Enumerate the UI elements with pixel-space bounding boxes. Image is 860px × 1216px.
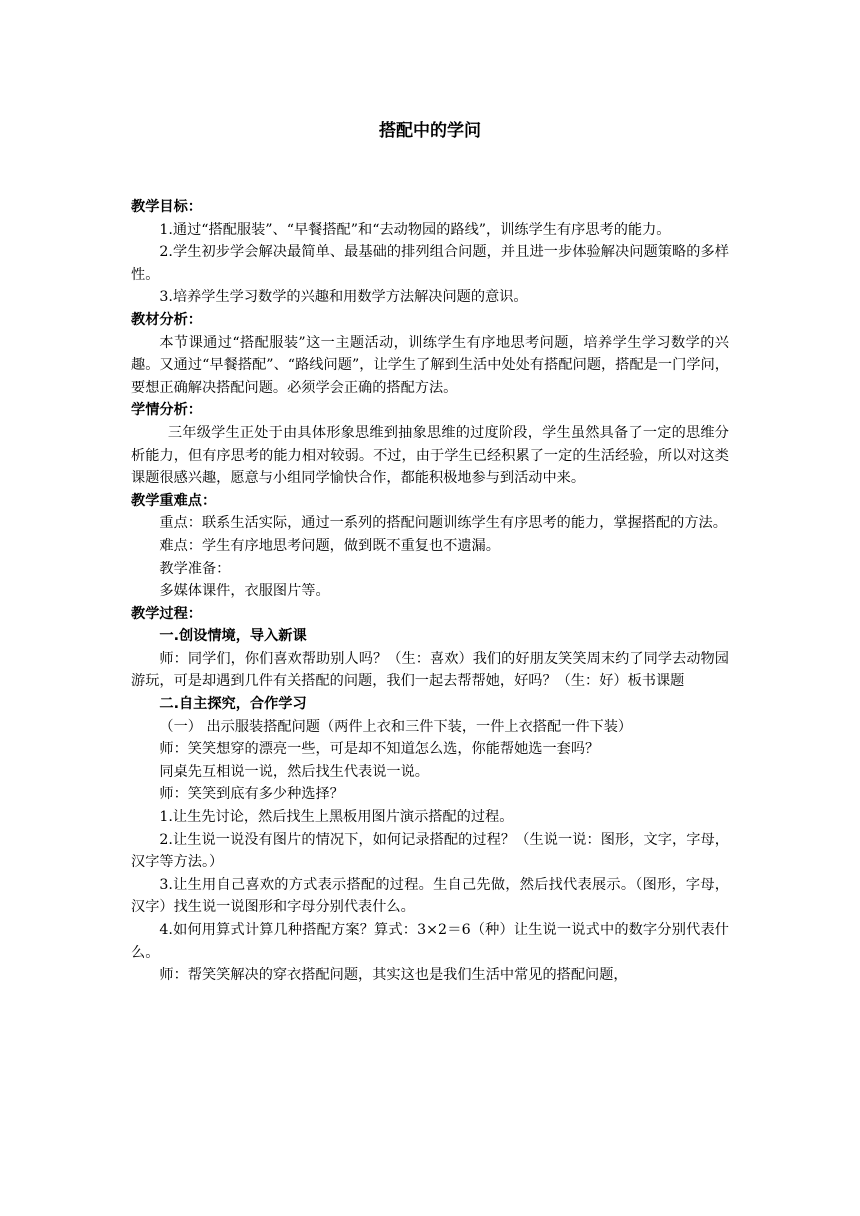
objective-item: 1.通过“搭配服装”、“早餐搭配”和“去动物园的路线”，训练学生有序思考的能力。 bbox=[159, 221, 671, 238]
section2-line: 师：帮笑笑解决的穿衣搭配问题，其实这也是我们生活中常见的搭配问题， bbox=[159, 967, 628, 984]
objectives-heading: 教学目标： bbox=[131, 199, 202, 215]
material-paragraph: 本节课通过“搭配服装”这一主题活动，训练学生有序地思考问题，培养学生学习数学的兴趣。又通过“早餐搭配”、“路线问题”，让学生了解到生活中处处有搭配问题，搭配是一门学问，要想正确解决搭配问题。必须学会正确的搭配方法。 bbox=[131, 334, 729, 396]
difficult-point: 难点：学生有序地思考问题，做到既不重复也不遗漏。 bbox=[159, 537, 500, 554]
section2-line: 3.让生用自己喜欢的方式表示搭配的过程。生自己先做，然后找代表展示。（图形，字母，汉字）找生说一说图形和字母分别代表什么。 bbox=[131, 876, 729, 916]
document-title: 搭配中的学问 bbox=[379, 121, 481, 141]
student-heading: 学情分析： bbox=[131, 402, 202, 419]
document-body bbox=[131, 196, 729, 987]
prep-label: 教学准备： bbox=[159, 560, 231, 577]
section1-heading: 一.创设情境，导入新课 bbox=[159, 628, 307, 645]
process-heading: 教学过程： bbox=[131, 605, 202, 622]
key-point: 重点：联系生活实际，通过一系列的搭配问题训练学生有序思考的能力，掌握搭配的方法。 bbox=[159, 515, 727, 532]
key-heading: 教学重难点： bbox=[131, 492, 217, 509]
material-heading: 教材分析： bbox=[131, 311, 202, 328]
section2-heading: 二.自主探究，合作学习 bbox=[159, 696, 307, 713]
student-paragraph: 三年级学生正处于由具体形象思维到抽象思维的过度阶段，学生虽然具备了一定的思维分析能力，但有序思考的能力相对较弱。不过，由于学生已经积累了一定的生活经验，所以对这类课题很感兴趣，愿意与小组同学愉快合作，都能积极地参与到活动中来。 bbox=[131, 424, 729, 487]
section2-line: 师：笑笑到底有多少种选择？ bbox=[159, 786, 344, 803]
section2-line: （一） 出示服装搭配问题（两件上衣和三件下装，一件上衣搭配一件下装） bbox=[159, 718, 633, 735]
section1-paragraph: 师：同学们，你们喜欢帮助别人吗？（生：喜欢）我们的好朋友笑笑周末约了同学去动物园游玩，可是却遇到几件有关搭配的问题，我们一起去帮帮她，好吗？（生：好）板书课题 bbox=[131, 650, 729, 690]
section2-line: 同桌先互相说一说，然后找生代表说一说。 bbox=[159, 763, 429, 780]
prep-text: 多媒体课件，衣服图片等。 bbox=[159, 583, 330, 600]
section2-line: 4.如何用算式计算几种搭配方案？算式：3×2＝6（种）让生说一说式中的数字分别代表什么。 bbox=[131, 922, 729, 961]
section2-line: 2.让生说一说没有图片的情况下，如何记录搭配的过程？（生说一说：图形，文字，字母，汉字等方法。） bbox=[131, 831, 729, 871]
section2-line: 1.让生先讨论，然后找生上黑板用图片演示搭配的过程。 bbox=[159, 809, 514, 826]
objective-item: 2.学生初步学会解决最简单、最基础的排列组合问题，并且进一步体验解决问题策略的多样性。 bbox=[131, 244, 729, 283]
section2-line: 师：笑笑想穿的漂亮一些，可是却不知道怎么选，你能帮她选一套吗？ bbox=[159, 741, 600, 758]
objective-item: 3.培养学生学习数学的兴趣和用数学方法解决问题的意识。 bbox=[159, 289, 528, 306]
